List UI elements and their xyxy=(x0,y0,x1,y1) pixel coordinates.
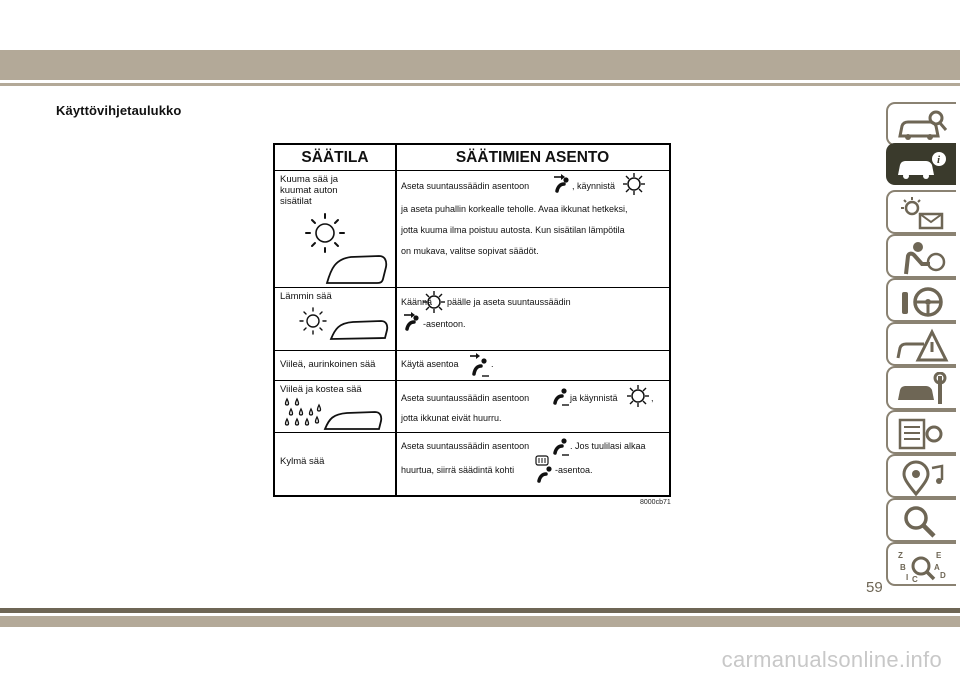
ac-snowflake-icon xyxy=(623,173,645,195)
watermark: carmanualsonline.info xyxy=(721,647,942,672)
tab-safety[interactable] xyxy=(886,234,956,278)
condition-line: kuumat auton xyxy=(280,185,338,196)
condition-line: sisätilat xyxy=(280,196,312,207)
figure-id: 8000cb71 xyxy=(640,499,671,506)
page-number: 59 xyxy=(866,579,883,596)
setting-cool-humid-comma: , xyxy=(651,393,654,403)
setting-text: Aseta suuntaussäädin asentoon xyxy=(401,181,530,191)
column-divider xyxy=(395,145,397,495)
condition-cool-sunny: Viileä, aurinkoinen sää xyxy=(280,359,376,370)
header-condition: SÄÄTILA xyxy=(301,149,369,166)
setting-cool-humid-line2: jotta ikkunat eivät huurru. xyxy=(401,413,502,423)
condition-cool-humid: Viileä ja kostea sää xyxy=(280,384,362,395)
svg-text:B: B xyxy=(900,563,906,572)
svg-text:i: i xyxy=(937,154,941,166)
setting-cool-humid-start: ja käynnistä xyxy=(570,393,618,403)
setting-warm-turn: Käännä xyxy=(401,297,433,307)
setting-cool-sunny-text: Käytä asentoa xyxy=(401,359,459,369)
svg-text:I: I xyxy=(906,573,909,582)
setting-hot-start: , käynnistä xyxy=(572,181,616,191)
climate-table xyxy=(273,143,671,497)
tab-multimedia[interactable] xyxy=(886,454,956,498)
setting-cold-end: -asentoa. xyxy=(555,465,593,475)
setting-cool-sunny-end: . xyxy=(491,359,494,369)
steering-wheel-icon xyxy=(896,284,950,320)
svg-text:C: C xyxy=(912,575,918,584)
tab-starting-driving[interactable] xyxy=(886,278,956,322)
condition-cold: Kylmä sää xyxy=(280,456,325,467)
footer-rule xyxy=(0,608,960,613)
setting-hot-line1 xyxy=(401,181,529,191)
car-wrench-icon xyxy=(896,372,950,408)
setting-hot-line3: jotta kuuma ilma poistuu autosta. Kun sisätilan lämpötila xyxy=(401,225,625,235)
magnifier-icon xyxy=(896,504,950,540)
table-row-cold xyxy=(275,432,669,433)
setting-hot-line4: on mukava, valitse sopivat säädöt. xyxy=(401,246,539,256)
svg-text:A: A xyxy=(934,563,940,572)
face-vent-icon xyxy=(402,311,422,333)
tab-search[interactable] xyxy=(886,498,956,542)
face-vent-icon xyxy=(552,173,572,195)
header-rule xyxy=(0,83,960,86)
setting-cold-line1b: . Jos tuulilasi alkaa xyxy=(570,441,646,451)
location-music-icon xyxy=(896,460,950,496)
footer-band xyxy=(0,616,960,627)
floor-vent-icon xyxy=(550,435,570,457)
tab-emergency[interactable] xyxy=(886,322,956,366)
bilevel-vent-icon xyxy=(467,352,491,378)
small-sun-car-icon xyxy=(297,305,393,341)
tab-instrument-cluster[interactable] xyxy=(886,190,956,234)
header-setting: SÄÄTIMIEN ASENTO xyxy=(455,149,610,166)
table-row-warm xyxy=(275,287,669,288)
floor-defrost-icon xyxy=(533,455,555,483)
setting-cold-line1: Aseta suuntaussäädin asentoon xyxy=(401,441,530,451)
list-gear-icon xyxy=(896,416,950,452)
rain-car-icon xyxy=(283,397,393,431)
floor-vent-icon xyxy=(550,385,570,407)
car-warning-icon xyxy=(896,328,950,364)
setting-cool-humid-line1: Aseta suuntaussäädin asentoon xyxy=(401,393,530,403)
condition-hot xyxy=(280,174,338,207)
setting-cold-line2: huurtua, siirrä säädintä kohti xyxy=(401,465,515,475)
setting-warm-line2: -asentoon. xyxy=(423,319,466,329)
sun-car-icon xyxy=(293,211,393,291)
tab-index[interactable] xyxy=(886,542,956,586)
table-row-hot xyxy=(275,170,669,171)
svg-text:E: E xyxy=(936,551,942,560)
tab-technical-specs[interactable] xyxy=(886,410,956,454)
svg-text:Z: Z xyxy=(898,551,903,560)
svg-text:D: D xyxy=(940,571,946,580)
section-title: Käyttövihjetaulukko xyxy=(56,103,182,118)
ac-snowflake-icon xyxy=(627,385,649,407)
tab-getting-to-know[interactable] xyxy=(886,102,956,146)
table-row-cool-sunny xyxy=(275,350,669,351)
az-index-icon xyxy=(896,548,950,584)
light-mail-icon xyxy=(896,196,950,232)
setting-hot-line2: ja aseta puhallin korkealle teholle. Avaa ikkunat hetkeksi, xyxy=(401,204,628,214)
car-info-icon xyxy=(896,149,950,183)
tab-servicing[interactable] xyxy=(886,366,956,410)
seat-person-icon xyxy=(896,240,950,276)
setting-warm-line1: päälle ja aseta suuntaussäädin xyxy=(447,297,571,307)
condition-warm: Lämmin sää xyxy=(280,291,332,302)
tab-getting-to-know-info[interactable] xyxy=(886,143,956,185)
car-search-icon xyxy=(896,108,950,144)
table-row-cool-humid xyxy=(275,380,669,381)
header-band xyxy=(0,50,960,80)
condition-line: Kuuma sää ja xyxy=(280,174,339,185)
